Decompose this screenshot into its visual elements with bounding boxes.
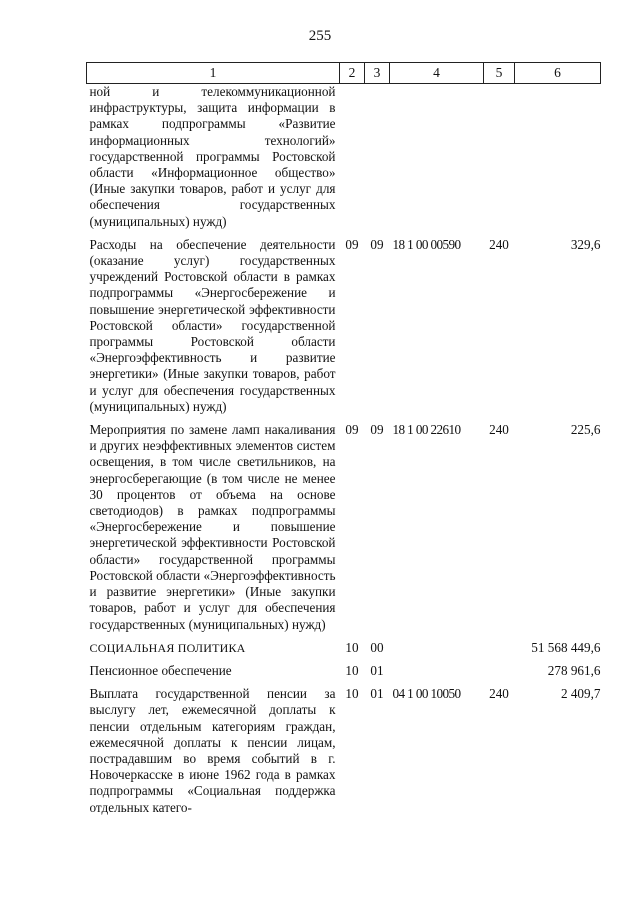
- header-col-3: 3: [365, 63, 390, 84]
- row-description: Пенсионное обеспечение: [89, 662, 232, 678]
- row-subsection: 00: [370, 639, 384, 655]
- row-target-article: 18 1 00 22610: [392, 422, 461, 438]
- row-expense-type: 240: [489, 422, 509, 438]
- row-description: ной и телекоммуникационной инфраструктуры, защита информации в рамках подпрограммы «Развитие информационных технологий» государственной программы Ростовской области «Информационное общество» (Иные закупки товаров, работ и услуг для обеспечения государственных (муниципальных) нужд): [89, 84, 336, 229]
- row-expense-type: [484, 640, 515, 663]
- row-description: СОЦИАЛЬНАЯ ПОЛИТИКА: [89, 640, 246, 655]
- row-subsection: 09: [370, 422, 384, 438]
- header-col-4: 4: [390, 63, 484, 84]
- row-target-article: [390, 663, 484, 686]
- row-subsection: 01: [370, 662, 384, 678]
- row-amount: [515, 84, 601, 237]
- row-target-article: [390, 84, 484, 237]
- row-section: 10: [345, 662, 359, 678]
- table-row: [87, 640, 601, 663]
- row-amount: 329,6: [570, 236, 601, 252]
- row-amount: 278 961,6: [547, 662, 601, 678]
- row-section: 09: [345, 236, 359, 252]
- budget-table: [86, 62, 601, 816]
- row-amount: 2 409,7: [560, 686, 601, 702]
- table-row: [87, 422, 601, 640]
- table-row: [87, 84, 601, 237]
- row-subsection: [365, 84, 390, 237]
- row-amount: 225,6: [570, 422, 601, 438]
- row-expense-type: 240: [489, 686, 509, 702]
- row-subsection: 09: [370, 236, 384, 252]
- header-col-5: 5: [484, 63, 515, 84]
- row-target-article: 04 1 00 10050: [392, 686, 461, 702]
- row-expense-type: 240: [489, 236, 509, 252]
- table-row: [87, 237, 601, 422]
- table-row: [87, 663, 601, 686]
- row-target-article: [390, 640, 484, 663]
- row-section: 10: [345, 686, 359, 702]
- header-row: [87, 63, 601, 84]
- table-row: [87, 686, 601, 816]
- row-section: [340, 84, 365, 237]
- row-amount: 51 568 449,6: [531, 639, 601, 655]
- row-expense-type: [484, 663, 515, 686]
- row-expense-type: [484, 84, 515, 237]
- row-target-article: 18 1 00 00590: [392, 236, 461, 252]
- row-subsection: 01: [370, 686, 384, 702]
- row-section: 10: [345, 639, 359, 655]
- row-description: Расходы на обеспечение деятельности (оказание услуг) государственных учреждений Ростовской области в рамках подпрограммы «Энергосбережение и повышение энергетической эффективности Ростовской области» государственной программы Ростовской области «Энергоэффективность и развитие энергетики» (Иные закупки товаров, работ и услуг для обеспечения государственных (муниципальных) нужд): [89, 236, 336, 414]
- header-col-6: 6: [515, 63, 601, 84]
- header-col-1: 1: [87, 63, 340, 84]
- header-col-2: 2: [340, 63, 365, 84]
- row-description: Мероприятия по замене ламп накаливания и других неэффективных элементов систем освещения, в том числе светильников, на энергосберегающие (в том числе не менее 30 процентов от объема на основе светодиодов) в рамках подпрограммы «Энергосбережение и повышение энергетической эффективности Ростовской области» государственной программы Ростовской области «Энергоэффективность и развитие энергетики» (Иные закупки товаров, работ и услуг для обеспечения государственных (муниципальных) нужд): [89, 422, 336, 632]
- row-section: 09: [345, 422, 359, 438]
- row-description: Выплата государственной пенсии за выслугу лет, ежемесячной доплаты к пенсии отдельным категориям граждан, ежемесячной доплаты к пенсии лицам, пострадавшим во время событий в г. Новочеркасске в июне 1962 года в рамках подпрограммы «Социальная поддержка отдельных катего-: [89, 686, 336, 815]
- page-number: 255: [308, 28, 332, 44]
